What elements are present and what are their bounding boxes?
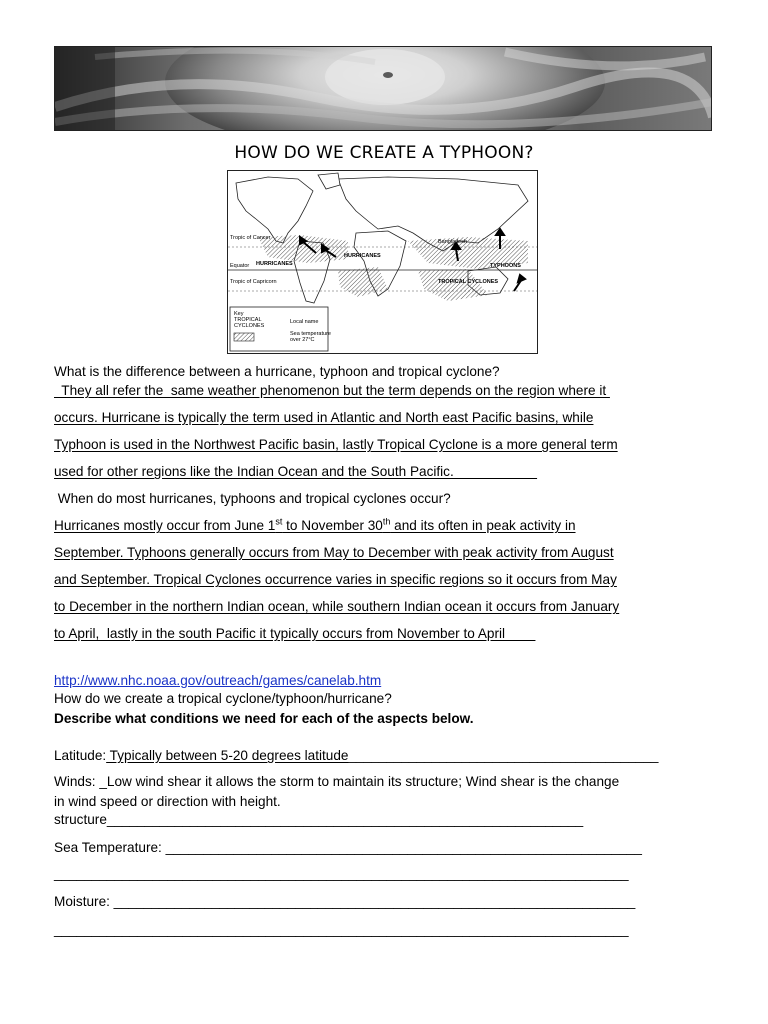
tropic-of-capricorn-label: Tropic of Capricorn bbox=[230, 279, 277, 285]
sea-temperature-label: Sea Temperature: bbox=[54, 840, 162, 855]
answer-q2-line-5: to April, lastly in the south Pacific it typically occurs from November to April____ bbox=[54, 626, 536, 641]
question-when: When do most hurricanes, typhoons and tropical cyclones occur? bbox=[54, 491, 451, 506]
page-title: HOW DO WE CREATE A TYPHOON? bbox=[234, 143, 534, 163]
winds-line-2[interactable]: in wind speed or direction with height. bbox=[54, 794, 281, 809]
instruction-text: Describe what conditions we need for each of the aspects below. bbox=[54, 711, 474, 726]
hurricanes-left-label: HURRICANES bbox=[256, 261, 293, 267]
sea-temperature-blank-2[interactable]: ____________________________________________________________________________ bbox=[54, 866, 629, 881]
answer-q2-part-b: to November 30 bbox=[282, 518, 383, 533]
tropic-of-cancer-label: Tropic of Cancer bbox=[230, 235, 271, 241]
world-map-svg bbox=[228, 171, 537, 353]
answer-q2-part-a: Hurricanes mostly occur from June 1 bbox=[54, 518, 276, 533]
typhoon-satellite-banner bbox=[54, 46, 712, 131]
answer-q2-line-3: and September. Tropical Cyclones occurrence varies in specific regions so it occurs from May bbox=[54, 572, 617, 587]
key-sea-temp-1: Sea temperature bbox=[290, 331, 331, 337]
bangladesh-label: Bangladesh bbox=[438, 239, 468, 245]
key-title-1: Key bbox=[234, 311, 244, 317]
tropical-cyclone-world-map bbox=[227, 170, 538, 354]
answer-q2-line-2: September. Typhoons generally occurs from May to December with peak activity from August bbox=[54, 545, 614, 560]
map-key bbox=[230, 307, 331, 351]
answer-q2-line-4: to December in the northern Indian ocean, while southern Indian ocean it occurs from January bbox=[54, 599, 620, 614]
key-local-name: Local name bbox=[290, 319, 319, 325]
latitude-blank[interactable]: _________________________________________ bbox=[348, 748, 659, 763]
key-sea-temp-2: over 27°C bbox=[290, 337, 315, 343]
sup-th: th bbox=[382, 516, 391, 527]
moisture-row bbox=[54, 894, 635, 909]
moisture-label: Moisture: bbox=[54, 894, 110, 909]
key-hatch-swatch bbox=[234, 333, 254, 341]
sea-temperature-blank[interactable]: _______________________________________________________________ bbox=[161, 840, 642, 855]
question-create: How do we create a tropical cyclone/typhoon/hurricane? bbox=[54, 691, 392, 706]
moisture-blank[interactable]: _____________________________________________________________________ bbox=[109, 894, 636, 909]
hurricanes-right-label: HURRICANES bbox=[344, 253, 381, 259]
key-title-2: TROPICAL bbox=[234, 317, 262, 323]
latitude-label: Latitude: bbox=[54, 748, 107, 763]
answer-q1-line-3: Typhoon is used in the Northwest Pacific basin, lastly Tropical Cyclone is a more general term bbox=[54, 437, 618, 452]
answer-q2-line-1 bbox=[54, 518, 576, 533]
question-difference: What is the difference between a hurricane, typhoon and tropical cyclone? bbox=[54, 364, 500, 379]
equator-label: Equator bbox=[230, 263, 250, 269]
winds-line-1[interactable]: Winds: _Low wind shear it allows the storm to maintain its structure; Wind shear is the change bbox=[54, 774, 620, 789]
moisture-blank-2[interactable]: ____________________________________________________________________________ bbox=[54, 922, 629, 937]
typhoons-label: TYPHOONS bbox=[490, 263, 521, 269]
sea-temperature-row bbox=[54, 840, 642, 855]
canelab-link[interactable]: http://www.nhc.noaa.gov/outreach/games/canelab.htm bbox=[54, 673, 382, 688]
sup-st: st bbox=[275, 516, 283, 527]
latitude-answer[interactable]: Typically between 5-20 degrees latitude bbox=[106, 748, 349, 763]
answer-q1-line-4: used for other regions like the Indian Ocean and the South Pacific.___________ bbox=[54, 464, 537, 479]
tropical-cyclones-map-label: TROPICAL CYCLONES bbox=[438, 279, 499, 285]
key-title-3: CYCLONES bbox=[234, 323, 265, 329]
satellite-cloud-image bbox=[55, 47, 712, 131]
answer-q1-line-2: occurs. Hurricane is typically the term used in Atlantic and North east Pacific basins, while bbox=[54, 410, 594, 425]
answer-q2-part-c: and its often in peak activity in bbox=[390, 518, 576, 533]
winds-line-3[interactable]: structure_______________________________________________________________ bbox=[54, 812, 584, 827]
answer-q1-line-1: They all refer the same weather phenomenon but the term depends on the region where it bbox=[54, 383, 610, 398]
latitude-row bbox=[54, 748, 658, 763]
